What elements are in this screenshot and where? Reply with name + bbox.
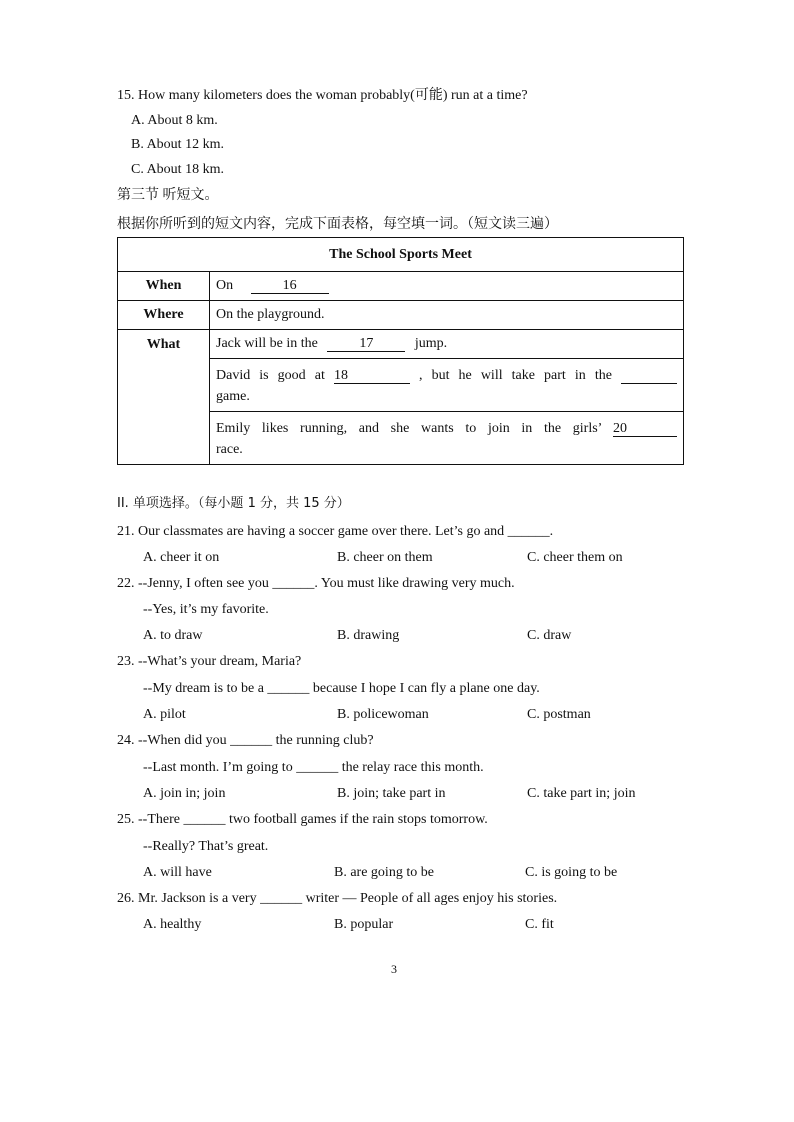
question-15-stem: 15. How many kilometers does the woman probably(可能) run at a time?: [117, 88, 528, 103]
when-prefix: On: [216, 277, 234, 293]
row-18-prefix: David is good at: [216, 368, 325, 383]
question-24-stem: 24. --When did you ______ the running club?: [117, 733, 374, 748]
row-17-suffix: jump.: [414, 335, 448, 351]
question-22-stem: 22. --Jenny, I often see you ______. You must like drawing very much.: [117, 576, 515, 591]
question-22-option-a: A. to draw: [143, 628, 203, 643]
question-26-option-c: C. fit: [525, 917, 554, 932]
question-21-option-c: C. cheer them on: [527, 550, 623, 565]
section-3-instruction: 根据你所听到的短文内容，完成下面表格，每空填一词。（短文读三遍）: [117, 217, 558, 232]
table-cell-row-20: [210, 412, 684, 465]
question-15-option-b: B. About 12 km.: [131, 137, 224, 152]
row-17-prefix: Jack will be in the: [216, 335, 318, 351]
question-24-option-c: C. take part in; join: [527, 786, 636, 801]
question-23-stem: 23. --What’s your dream, Maria?: [117, 654, 302, 669]
question-21-option-b: B. cheer on them: [337, 550, 433, 565]
row-18-suffix: game.: [216, 389, 250, 404]
question-21-stem: 21. Our classmates are having a soccer game over there. Let’s go and ______.: [117, 524, 554, 539]
question-23-option-b: B. policewoman: [337, 707, 429, 722]
blank-17: 17: [327, 336, 405, 352]
table-label-when: When: [118, 272, 210, 301]
question-26-option-b: B. popular: [334, 917, 394, 932]
table-cell-row-17: [210, 330, 684, 359]
question-25-reply: --Really? That’s great.: [143, 839, 269, 854]
question-22-option-b: B. drawing: [337, 628, 400, 643]
sports-meet-table: [117, 237, 684, 465]
table-cell-where: On the playground.: [210, 301, 684, 330]
section-3-title: 第三节 听短文。: [117, 188, 219, 203]
question-24-reply: --Last month. I’m going to ______ the relay race this month.: [143, 760, 484, 775]
question-25-stem: 25. --There ______ two football games if the rain stops tomorrow.: [117, 812, 488, 827]
question-25-option-a: A. will have: [143, 865, 212, 880]
question-25-option-c: C. is going to be: [525, 865, 618, 880]
question-23-option-a: A. pilot: [143, 707, 186, 722]
question-25-option-b: B. are going to be: [334, 865, 434, 880]
blank-16: 16: [251, 278, 329, 294]
blank-18: 18: [334, 368, 410, 384]
question-15-option-c: C. About 18 km.: [131, 162, 224, 177]
question-15-option-a: A. About 8 km.: [131, 113, 218, 128]
table-cell-when: [210, 272, 684, 301]
question-23-option-c: C. postman: [527, 707, 591, 722]
row-20-suffix: race.: [216, 442, 243, 457]
table-label-where: Where: [118, 301, 210, 330]
question-21-option-a: A. cheer it on: [143, 550, 220, 565]
question-23-reply: --My dream is to be a ______ because I hope I can fly a plane one day.: [143, 681, 540, 696]
row-18-middle: , but he will take part in the: [419, 368, 612, 383]
question-22-reply: --Yes, it’s my favorite.: [143, 602, 269, 617]
section-2-title: II. 单项选择。（每小题 1 分，共 15 分）: [117, 496, 350, 511]
question-26-stem: 26. Mr. Jackson is a very ______ writer — People of all ages enjoy his stories.: [117, 891, 558, 906]
table-label-what: What: [118, 330, 210, 465]
question-24-option-b: B. join; take part in: [337, 786, 446, 801]
question-24-option-a: A. join in; join: [143, 786, 226, 801]
question-22-option-c: C. draw: [527, 628, 572, 643]
blank-20: 20: [613, 421, 677, 437]
page-number: 3: [391, 962, 397, 976]
table-cell-row-18: [210, 359, 684, 412]
blank-19: [621, 368, 677, 384]
row-20-prefix: Emily likes running, and she wants to join in the girls’: [216, 421, 602, 436]
question-26-option-a: A. healthy: [143, 917, 202, 932]
table-title: The School Sports Meet: [118, 238, 684, 272]
